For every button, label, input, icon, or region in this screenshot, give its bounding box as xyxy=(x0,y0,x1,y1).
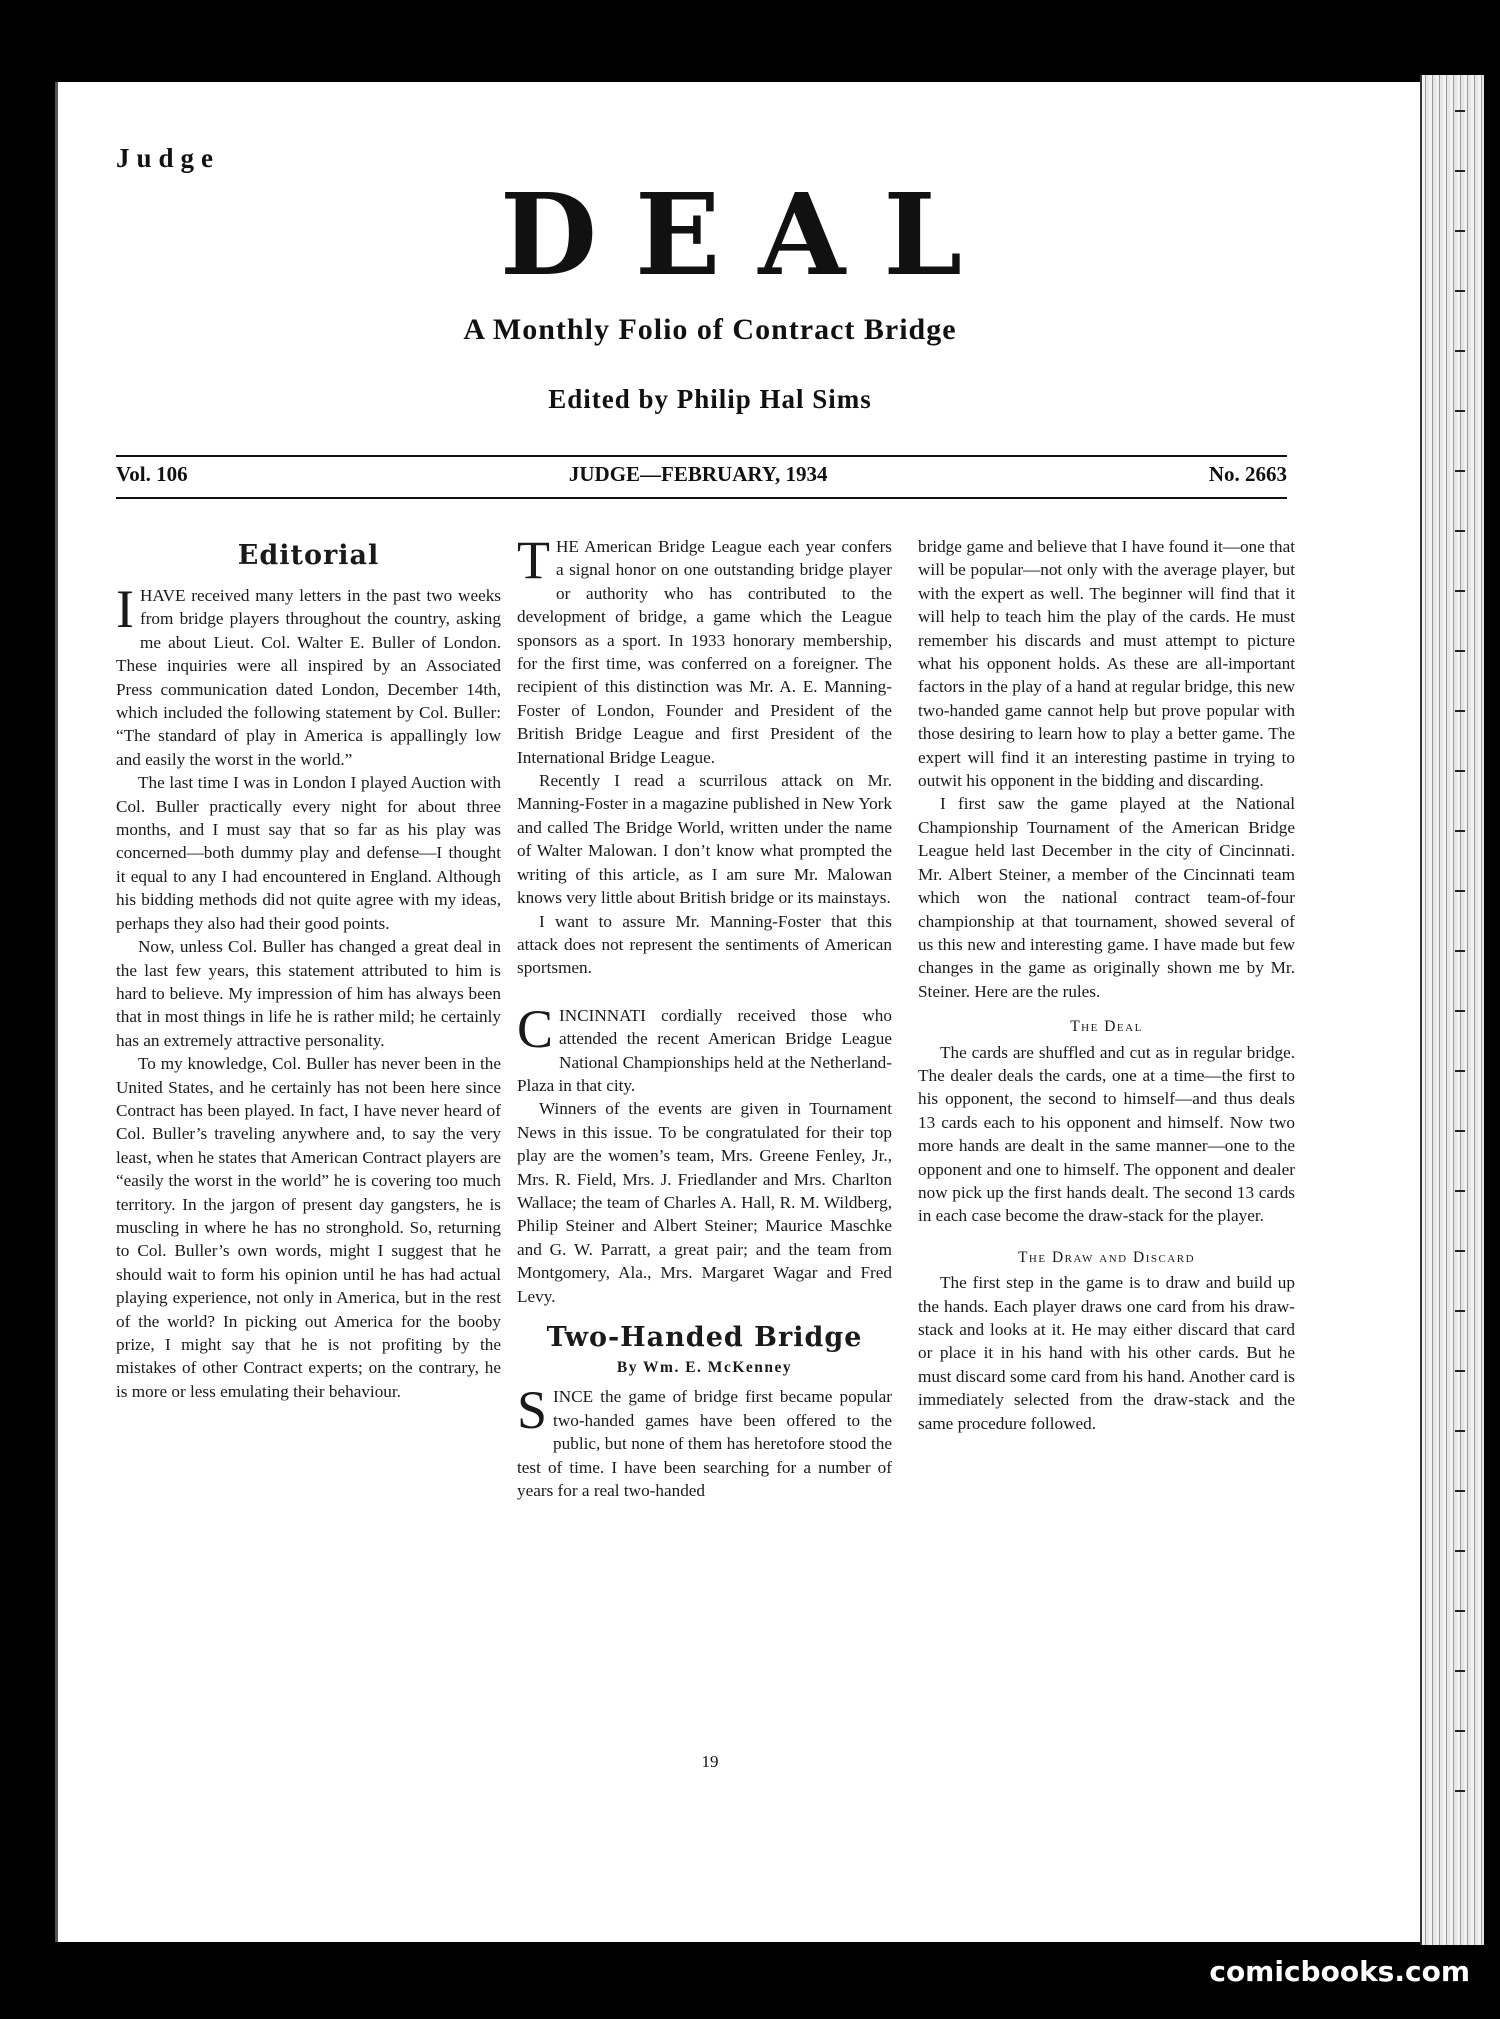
page-edge-marks xyxy=(1455,110,1470,1850)
byline: By Wm. E. McKenney xyxy=(616,1359,793,1376)
two-handed-intro: SINCE the game of bridge first became popular two-handed games have been offered to the public, but none of them has heretofore stood the test of time. I have been searching for a number of years for a real two-handed xyxy=(517,1380,892,1501)
two-handed-paragraph: I first saw the game played at the National Championship Tournament of the American Bridge League held last December in the city of Cincinnati. Mr. Albert Steiner, a member of the Cincinnati team which won the national contract team-of-four championship at that tournament, showed several of us this new and interesting game. I have made but few changes in the game as originally shown me by Mr. Steiner. Here are the rules. xyxy=(918,794,1295,1001)
drop-cap: I xyxy=(116,579,134,639)
issue-infobar xyxy=(116,462,1287,487)
page-edges xyxy=(1420,75,1484,1945)
right-column xyxy=(918,535,1295,1435)
draw-paragraph: The first step in the game is to draw and build up the hands. Each player draws one card from his draw-stack and looks at it. He may either discard that card or place it in his hand with his other cards. But he must discard some card from his hand. Another card is immediately selected from the draw-stack and the same procedure followed. xyxy=(918,1273,1295,1433)
bottom-rule xyxy=(116,497,1287,499)
editorial-heading: Editorial xyxy=(237,540,380,571)
drop-cap: C xyxy=(517,998,554,1059)
cincinnati-paragraph: Winners of the events are given in Tournament News in this issue. To be congratulated for their top play are the women’s team, Mrs. Greene Fenley, Jr., Mrs. R. Field, Mrs. J. Friedlander and Mrs. Charlton Wallace; the team of Charles A. Hall, R. M. Wildberg, Philip Steiner and Albert Steiner; Maurice Maschke and G. W. Parratt, a great pair; and the team from Montgomery, Ala., Mrs. Margaret Wagar and Fred Levy. xyxy=(517,1099,892,1306)
volume-label: Vol. 106 xyxy=(116,462,188,486)
draw-subheading: The Draw and Discard xyxy=(1017,1248,1196,1266)
editorial-column xyxy=(116,535,501,1403)
cincinnati-paragraph: CINCINNATI cordially received those who attended the recent American Bridge League National Championships held at the Netherland-Plaza in that city. xyxy=(517,998,892,1095)
drop-cap: T xyxy=(517,530,550,590)
middle-column xyxy=(517,530,892,1502)
masthead-subtitle: A Monthly Folio of Contract Bridge xyxy=(463,313,957,346)
editorial-paragraph: IHAVE received many letters in the past two weeks from bridge players throughout the country, asking me about Lieut. Col. Walter E. Buller of London. These inquiries were all inspired by an Associated Press communication dated London, December 14th, which included the following statement by Col. Buller: “The standard of play in America is appallingly low and easily the worst in the world.” xyxy=(116,579,501,769)
masthead-title: DEAL xyxy=(499,170,1001,301)
issue-date: JUDGE—FEBRUARY, 1934 xyxy=(568,462,828,486)
editorial-paragraph: The last time I was in London I played Auction with Col. Buller practically every night for about three months, and I must say that so far as his play was concerned—both dummy play and defense—I thought it equal to any I had encountered in England. Although his bidding methods did not quite agree with my ideas, perhaps they also had their good points. xyxy=(116,773,501,933)
masthead-editor: Edited by Philip Hal Sims xyxy=(548,384,872,414)
issue-number: No. 2663 xyxy=(1208,462,1287,486)
two-handed-heading: Two-Handed Bridge xyxy=(546,1322,863,1353)
league-paragraph: Recently I read a scurrilous attack on Mr. Manning-Foster in a magazine published in New York and called The Bridge World, written under the name of Walter Malowan. I don’t know what prompted the writing of this article, as I am sure Mr. Malowan knows very little about British bridge or its mainstays. xyxy=(517,771,892,908)
editorial-paragraph: Now, unless Col. Buller has changed a great deal in the last few years, this statement attributed to him is hard to believe. My impression of him has always been that in most things in life he is rather mild; he certainly has an extremely attractive personality. xyxy=(116,937,501,1050)
league-paragraph: I want to assure Mr. Manning-Foster that this attack does not represent the sentiments of American sportsmen. xyxy=(517,911,892,978)
drop-cap: S xyxy=(517,1380,548,1441)
top-rule xyxy=(116,455,1287,457)
league-paragraph: THE American Bridge League each year confers a signal honor on one outstanding bridge player or authority who has contributed to the development of bridge, a game which the League sponsors as a sport. In 1933 honorary membership, for the first time, was conferred on a foreigner. The recipient of this distinction was Mr. A. E. Manning-Foster of London, Founder and President of the British Bridge League and first President of the International Bridge League. xyxy=(517,530,892,767)
two-handed-paragraph: bridge game and believe that I have found it—one that will be popular—not only with the average player, but with the expert as well. The beginner will find that it will help to teach him the play of the cards. He must remember his discards and must attempt to picture what his opponent holds. As these are all-important factors in the play of a hand at regular bridge, this new two-handed game cannot help but prove popular with those desiring to learn how to play a better game. The expert will find it an interesting pastime in trying to outwit his opponent in the bidding and discarding. xyxy=(918,537,1295,791)
deal-subheading: The Deal xyxy=(1070,1018,1143,1036)
page-number: 19 xyxy=(701,1752,719,1771)
masthead-kicker: Judge xyxy=(116,143,221,173)
watermark: comicbooks.com xyxy=(1209,1955,1470,1988)
editorial-paragraph: To my knowledge, Col. Buller has never been in the United States, and he certainly has not been here since Contract has been played. In fact, I have never heard of Col. Buller’s traveling anywhere and, to say the very least, when he states that American Contract players are “easily the worst in the world” he is covering too much territory. In the jargon of present day gangsters, he is muscling in where he has no stronghold. So, returning to Col. Buller’s own words, might I suggest that he should wait to form his opinion until he has had actual playing experience, not only in America, but in the rest of the world? In picking out America for the booby prize, I might say that he is not profiting by the mistakes of other Contract experts; on the contrary, he is more or less emulating their behaviour. xyxy=(116,1054,501,1401)
deal-paragraph: The cards are shuffled and cut as in regular bridge. The dealer deals the cards, one at a time—the first to his opponent, the second to himself—and thus deals 13 cards each to his opponent and himself. Now two more hands are dealt in the same manner—one to the opponent and one to himself. The opponent and dealer now pick up the first hands dealt. The second 13 cards in each case become the draw-stack for the player. xyxy=(918,1042,1295,1226)
